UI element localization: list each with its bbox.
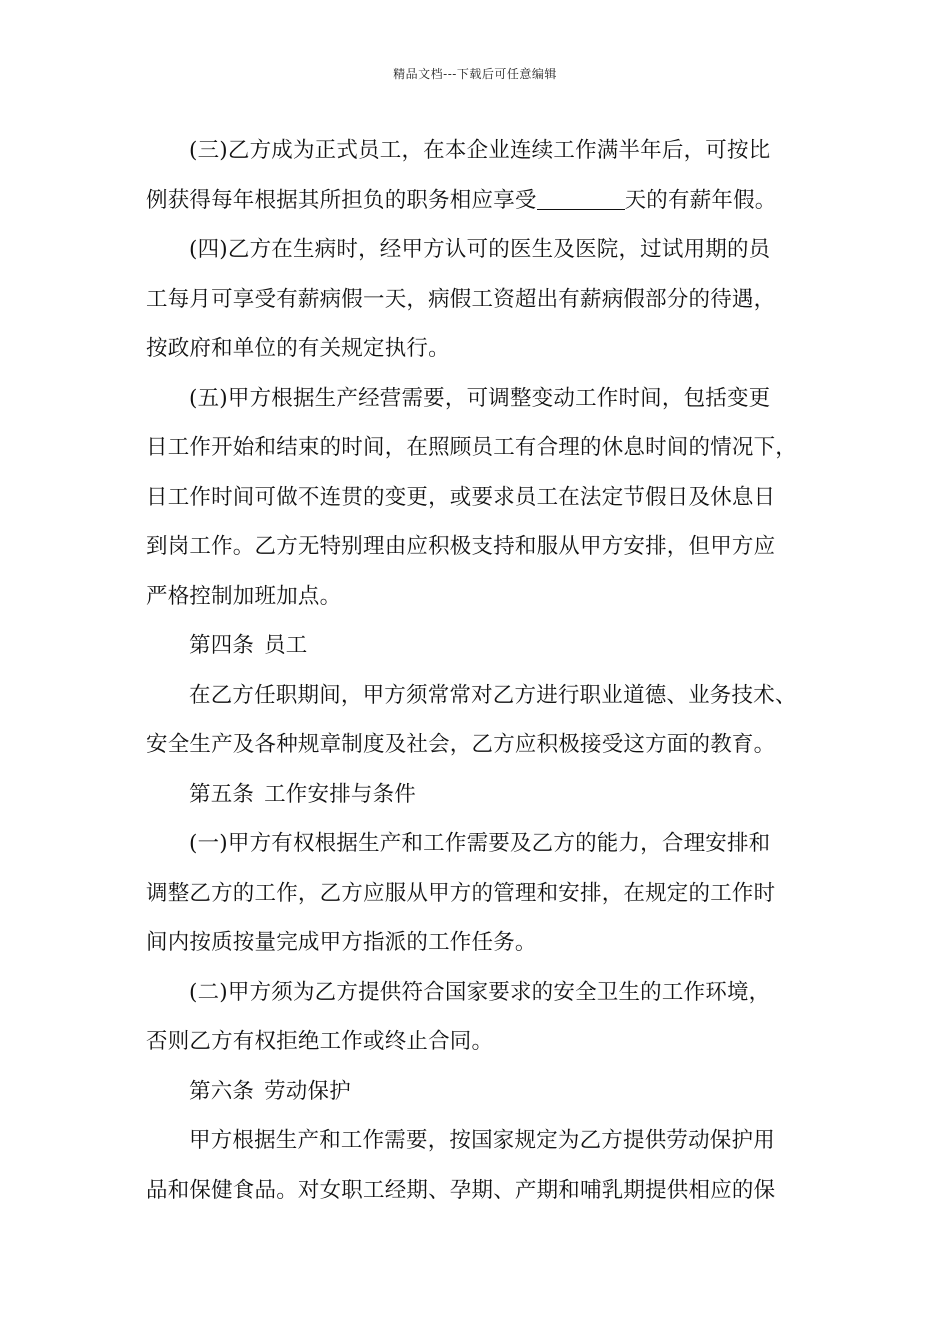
text-segment: 例获得每年根据其所担负的职务相应享受 — [146, 187, 537, 213]
article-heading — [146, 621, 826, 671]
paragraph-line: 安全生产及各种规章制度及社会，乙方应积极接受这方面的教育。 — [146, 732, 776, 757]
paragraph-line: 否则乙方有权拒绝工作或终止合同。 — [146, 1029, 494, 1054]
article-title: 劳动保护 — [264, 1078, 351, 1104]
article-heading — [146, 770, 826, 820]
page-header: 精品文档---下载后可任意编辑 — [393, 67, 557, 81]
document-body — [146, 126, 826, 1215]
paragraph-line: (二)甲方须为乙方提供符合国家要求的安全卫生的工作环境， — [189, 979, 771, 1005]
paragraph-line: (一)甲方有权根据生产和工作需要及乙方的能力，合理安排和 — [189, 831, 771, 856]
fill-in-blank[interactable] — [537, 189, 625, 210]
paragraph-line: 到岗工作。乙方无特别理由应积极支持和服从甲方安排，但甲方应 — [146, 534, 776, 559]
paragraph-line: 日工作开始和结束的时间，在照顾员工有合理的休息时间的情况下， — [146, 435, 798, 460]
paragraph-line: 调整乙方的工作，乙方应服从甲方的管理和安排，在规定的工作时 — [146, 880, 776, 906]
paragraph-line — [146, 176, 826, 226]
paragraph-line: 甲方根据生产和工作需要，按国家规定为乙方提供劳动保护用 — [189, 1128, 775, 1153]
paragraph-line: 品和保健食品。对女职工经期、孕期、产期和哺乳期提供相应的保 — [146, 1177, 776, 1203]
text-segment: 天的有薪年假。 — [624, 187, 777, 213]
paragraph-line: 严格控制加班加点。 — [146, 583, 342, 609]
paragraph-line: (三)乙方成为正式员工，在本企业连续工作满半年后，可按比 — [189, 138, 771, 163]
paragraph-line: (四)乙方在生病时，经甲方认可的医生及医院，过试用期的员 — [189, 237, 771, 262]
article-title: 工作安排与条件 — [264, 781, 417, 807]
article-number: 第六条 — [189, 1078, 255, 1104]
article-heading — [146, 1067, 826, 1117]
paragraph-line: 工每月可享受有薪病假一天，病假工资超出有薪病假部分的待遇， — [146, 286, 776, 312]
paragraph-line: (五)甲方根据生产经营需要，可调整变动工作时间，包括变更 — [189, 385, 771, 411]
paragraph-line: 按政府和单位的有关规定执行。 — [146, 336, 450, 361]
paragraph-line: 在乙方任职期间，甲方须常常对乙方进行职业道德、业务技术、 — [189, 682, 797, 708]
article-title: 员工 — [264, 633, 308, 658]
paragraph-line: 间内按质按量完成甲方指派的工作任务。 — [146, 930, 537, 955]
paragraph-line: 日工作时间可做不连贯的变更，或要求员工在法定节假日及休息日 — [146, 484, 776, 510]
article-number: 第四条 — [189, 633, 255, 658]
article-number: 第五条 — [189, 781, 255, 807]
